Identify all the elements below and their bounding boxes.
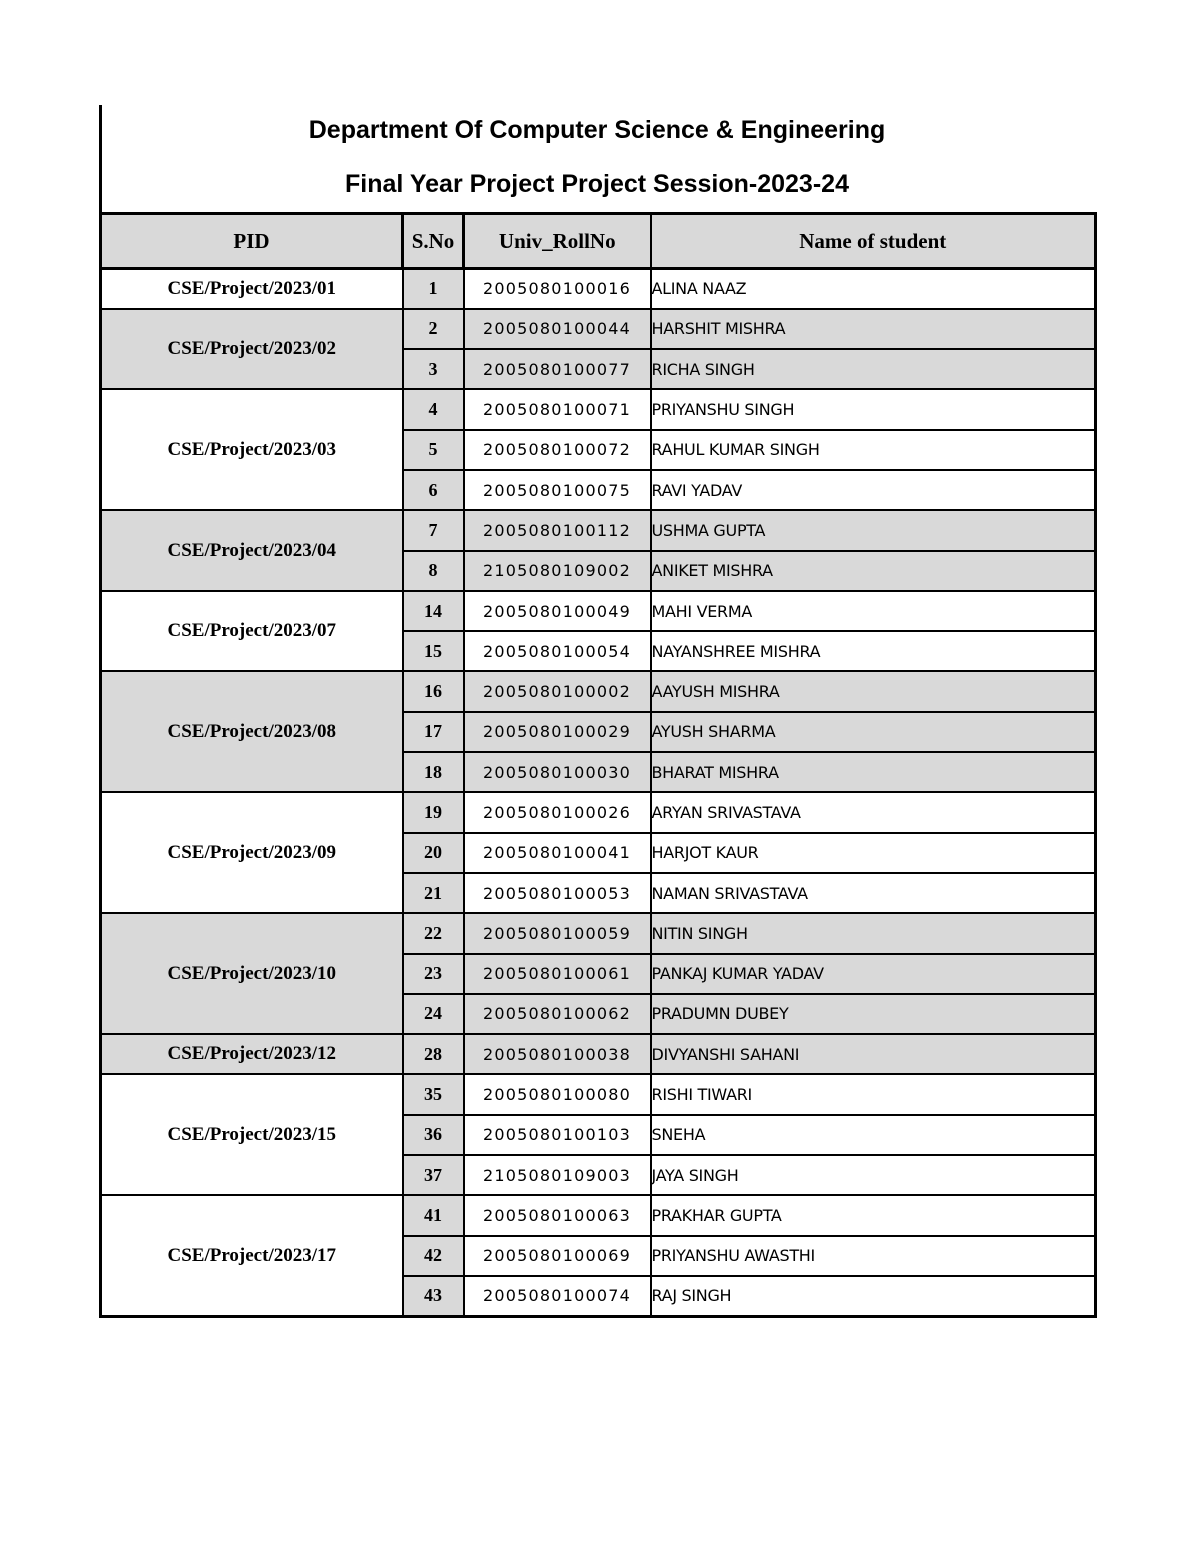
serial-number-cell: 4 <box>403 389 464 429</box>
table-row <box>101 1074 1096 1114</box>
column-header-roll: Univ_RollNo <box>464 214 651 269</box>
table-row <box>101 913 1096 953</box>
table-header-row <box>101 214 1096 269</box>
student-name-cell: ARYAN SRIVASTAVA <box>651 792 1096 832</box>
serial-number-cell: 7 <box>403 510 464 550</box>
project-id-cell: CSE/Project/2023/17 <box>101 1195 403 1316</box>
roll-number-cell: 2105080109002 <box>464 551 651 591</box>
table-row <box>101 792 1096 832</box>
serial-number-cell: 22 <box>403 913 464 953</box>
project-roster-table <box>99 212 1097 1318</box>
student-name-cell: DIVYANSHI SAHANI <box>651 1034 1096 1074</box>
student-name-cell: PANKAJ KUMAR YADAV <box>651 954 1096 994</box>
serial-number-cell: 37 <box>403 1155 464 1195</box>
roll-number-cell: 2005080100071 <box>464 389 651 429</box>
serial-number-cell: 8 <box>403 551 464 591</box>
student-name-cell: PRIYANSHU SINGH <box>651 389 1096 429</box>
serial-number-cell: 2 <box>403 309 464 349</box>
project-id-cell: CSE/Project/2023/15 <box>101 1074 403 1195</box>
student-name-cell: JAYA SINGH <box>651 1155 1096 1195</box>
serial-number-cell: 20 <box>403 833 464 873</box>
serial-number-cell: 5 <box>403 430 464 470</box>
serial-number-cell: 3 <box>403 349 464 389</box>
project-id-cell: CSE/Project/2023/09 <box>101 792 403 913</box>
serial-number-cell: 35 <box>403 1074 464 1114</box>
table-row <box>101 389 1096 429</box>
table-row <box>101 671 1096 711</box>
student-name-cell: BHARAT MISHRA <box>651 752 1096 792</box>
student-name-cell: PRAKHAR GUPTA <box>651 1195 1096 1235</box>
table-row <box>101 1034 1096 1074</box>
serial-number-cell: 6 <box>403 470 464 510</box>
student-name-cell: RICHA SINGH <box>651 349 1096 389</box>
roll-number-cell: 2005080100103 <box>464 1115 651 1155</box>
student-name-cell: PRIYANSHU AWASTHI <box>651 1236 1096 1276</box>
student-name-cell: PRADUMN DUBEY <box>651 994 1096 1034</box>
serial-number-cell: 15 <box>403 631 464 671</box>
serial-number-cell: 18 <box>403 752 464 792</box>
roll-number-cell: 2005080100061 <box>464 954 651 994</box>
roll-number-cell: 2005080100080 <box>464 1074 651 1114</box>
project-id-cell: CSE/Project/2023/10 <box>101 913 403 1034</box>
roll-number-cell: 2005080100041 <box>464 833 651 873</box>
roll-number-cell: 2005080100062 <box>464 994 651 1034</box>
roll-number-cell: 2005080100002 <box>464 671 651 711</box>
project-id-cell: CSE/Project/2023/08 <box>101 671 403 792</box>
student-name-cell: HARJOT KAUR <box>651 833 1096 873</box>
project-id-cell: CSE/Project/2023/07 <box>101 591 403 672</box>
roll-number-cell: 2005080100044 <box>464 309 651 349</box>
serial-number-cell: 41 <box>403 1195 464 1235</box>
student-name-cell: RAJ SINGH <box>651 1276 1096 1316</box>
student-name-cell: AAYUSH MISHRA <box>651 671 1096 711</box>
serial-number-cell: 43 <box>403 1276 464 1316</box>
roll-number-cell: 2005080100049 <box>464 591 651 631</box>
student-name-cell: ALINA NAAZ <box>651 269 1096 309</box>
serial-number-cell: 21 <box>403 873 464 913</box>
serial-number-cell: 14 <box>403 591 464 631</box>
column-header-pid: PID <box>101 214 403 269</box>
department-title: Department Of Computer Science & Engineering <box>308 116 886 144</box>
student-name-cell: RISHI TIWARI <box>651 1074 1096 1114</box>
roll-number-cell: 2005080100069 <box>464 1236 651 1276</box>
session-title: Final Year Project Project Session-2023-24 <box>345 170 849 198</box>
student-name-cell: MAHI VERMA <box>651 591 1096 631</box>
serial-number-cell: 42 <box>403 1236 464 1276</box>
project-id-cell: CSE/Project/2023/03 <box>101 389 403 510</box>
roll-number-cell: 2005080100054 <box>464 631 651 671</box>
roll-number-cell: 2005080100077 <box>464 349 651 389</box>
project-id-cell: CSE/Project/2023/01 <box>101 269 403 309</box>
project-id-cell: CSE/Project/2023/02 <box>101 309 403 390</box>
roll-number-cell: 2005080100059 <box>464 913 651 953</box>
student-name-cell: ANIKET MISHRA <box>651 551 1096 591</box>
student-name-cell: AYUSH SHARMA <box>651 712 1096 752</box>
student-name-cell: RAHUL KUMAR SINGH <box>651 430 1096 470</box>
serial-number-cell: 17 <box>403 712 464 752</box>
roll-number-cell: 2005080100112 <box>464 510 651 550</box>
roll-number-cell: 2005080100026 <box>464 792 651 832</box>
student-name-cell: NAYANSHREE MISHRA <box>651 631 1096 671</box>
serial-number-cell: 36 <box>403 1115 464 1155</box>
table-row <box>101 510 1096 550</box>
roll-number-cell: 2005080100063 <box>464 1195 651 1235</box>
column-header-name: Name of student <box>651 214 1096 269</box>
table-row <box>101 591 1096 631</box>
student-name-cell: HARSHIT MISHRA <box>651 309 1096 349</box>
student-name-cell: NITIN SINGH <box>651 913 1096 953</box>
roll-number-cell: 2005080100016 <box>464 269 651 309</box>
roll-number-cell: 2005080100053 <box>464 873 651 913</box>
student-name-cell: USHMA GUPTA <box>651 510 1096 550</box>
serial-number-cell: 23 <box>403 954 464 994</box>
serial-number-cell: 24 <box>403 994 464 1034</box>
serial-number-cell: 16 <box>403 671 464 711</box>
roll-number-cell: 2005080100074 <box>464 1276 651 1316</box>
table-row <box>101 309 1096 349</box>
roll-number-cell: 2005080100029 <box>464 712 651 752</box>
roll-number-cell: 2105080109003 <box>464 1155 651 1195</box>
serial-number-cell: 19 <box>403 792 464 832</box>
student-name-cell: RAVI YADAV <box>651 470 1096 510</box>
table-row <box>101 1195 1096 1235</box>
serial-number-cell: 28 <box>403 1034 464 1074</box>
serial-number-cell: 1 <box>403 269 464 309</box>
roll-number-cell: 2005080100038 <box>464 1034 651 1074</box>
roll-number-cell: 2005080100030 <box>464 752 651 792</box>
roll-number-cell: 2005080100075 <box>464 470 651 510</box>
student-name-cell: NAMAN SRIVASTAVA <box>651 873 1096 913</box>
table-row <box>101 269 1096 309</box>
project-id-cell: CSE/Project/2023/12 <box>101 1034 403 1074</box>
roll-number-cell: 2005080100072 <box>464 430 651 470</box>
table-body <box>101 269 1096 1317</box>
column-header-sno: S.No <box>403 214 464 269</box>
student-name-cell: SNEHA <box>651 1115 1096 1155</box>
project-id-cell: CSE/Project/2023/04 <box>101 510 403 591</box>
